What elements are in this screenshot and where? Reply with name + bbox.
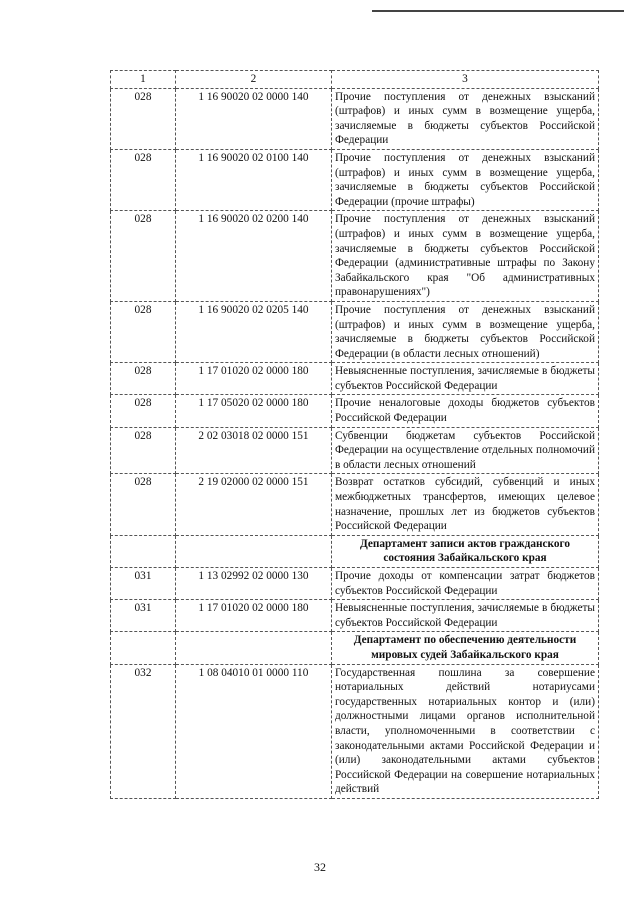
admin-code-cell: 028 [111,211,176,302]
admin-code-cell [111,632,176,664]
budget-code-cell: 1 16 90020 02 0205 140 [176,301,332,362]
table-row [111,568,599,600]
description-cell: Невыясненные поступления, зачисляемые в бюджеты субъектов Российской Федерации [332,600,599,632]
table-row [111,301,599,362]
description-cell: Прочие поступления от денежных взысканий (штрафов) и иных сумм в возмещение ущерба, зачисляемые в бюджеты субъектов Российской Федерации [332,88,599,149]
description-cell: Прочие доходы от компенсации затрат бюджетов субъектов Российской Федерации [332,568,599,600]
budget-code-cell: 1 16 90020 02 0100 140 [176,149,332,210]
budget-code-cell: 1 08 04010 01 0000 110 [176,664,332,798]
description-cell: Государственная пошлина за совершение нотариальных действий нотариусами государственных нотариальных контор и (или) должностными лицами органов исполнительной власти, уполномоченными в соответствии с законодательными актами Российской Федерации и (или) законодательными актами субъектов Российской Федерации на совершение нотариальных действий [332,664,599,798]
admin-code-cell: 028 [111,88,176,149]
admin-code-cell [111,535,176,567]
table-row [111,600,599,632]
budget-code-cell [176,535,332,567]
description-cell: Прочие поступления от денежных взысканий (штрафов) и иных сумм в возмещение ущерба, зачисляемые в бюджеты субъектов Российской Федерации (в области лесных отношений) [332,301,599,362]
admin-code-cell: 028 [111,395,176,427]
admin-code-cell: 028 [111,427,176,474]
table-row [111,474,599,535]
section-header-row [111,632,599,664]
admin-code-cell: 031 [111,568,176,600]
table-row [111,363,599,395]
admin-code-cell: 028 [111,301,176,362]
budget-code-cell: 1 17 05020 02 0000 180 [176,395,332,427]
admin-code-cell: 032 [111,664,176,798]
budget-code-cell: 2 19 02000 02 0000 151 [176,474,332,535]
description-cell: Департамент записи актов гражданского состояния Забайкальского края [332,535,599,567]
table-body [111,88,599,798]
admin-code-cell: 028 [111,474,176,535]
admin-code-cell: 031 [111,600,176,632]
description-cell: Прочие поступления от денежных взысканий (штрафов) и иных сумм в возмещение ущерба, зачисляемые в бюджеты субъектов Российской Федерации (административные штрафы по Закону Забайкальского края "Об административных правонарушениях") [332,211,599,302]
budget-code-cell: 1 16 90020 02 0000 140 [176,88,332,149]
table-row [111,395,599,427]
section-header-row [111,535,599,567]
budget-code-cell: 1 16 90020 02 0200 140 [176,211,332,302]
table-row [111,427,599,474]
table-header-row [111,71,599,89]
table-row [111,664,599,798]
admin-code-cell: 028 [111,149,176,210]
revenue-codes-table [110,70,599,799]
budget-code-cell: 2 02 03018 02 0000 151 [176,427,332,474]
table-row [111,88,599,149]
description-cell: Возврат остатков субсидий, субвенций и иных межбюджетных трансфертов, имеющих целевое назначение, прошлых лет из бюджетов субъектов Российской Федерации [332,474,599,535]
budget-code-cell: 1 17 01020 02 0000 180 [176,363,332,395]
admin-code-cell: 028 [111,363,176,395]
top-rule [372,10,624,12]
table-row [111,211,599,302]
table-row [111,149,599,210]
description-cell: Невыясненные поступления, зачисляемые в бюджеты субъектов Российской Федерации [332,363,599,395]
page-number: 32 [314,860,326,874]
document-page [110,70,598,799]
description-cell: Субвенции бюджетам субъектов Российской Федерации на осуществление отдельных полномочий в области лесных отношений [332,427,599,474]
header-col-2: 2 [176,71,332,89]
header-col-3: 3 [332,71,599,89]
budget-code-cell [176,632,332,664]
budget-code-cell: 1 17 01020 02 0000 180 [176,600,332,632]
description-cell: Департамент по обеспечению деятельности мировых судей Забайкальского края [332,632,599,664]
description-cell: Прочие поступления от денежных взысканий (штрафов) и иных сумм в возмещение ущерба, зачисляемые в бюджеты субъектов Российской Федерации (прочие штрафы) [332,149,599,210]
header-col-1: 1 [111,71,176,89]
budget-code-cell: 1 13 02992 02 0000 130 [176,568,332,600]
description-cell: Прочие неналоговые доходы бюджетов субъектов Российской Федерации [332,395,599,427]
